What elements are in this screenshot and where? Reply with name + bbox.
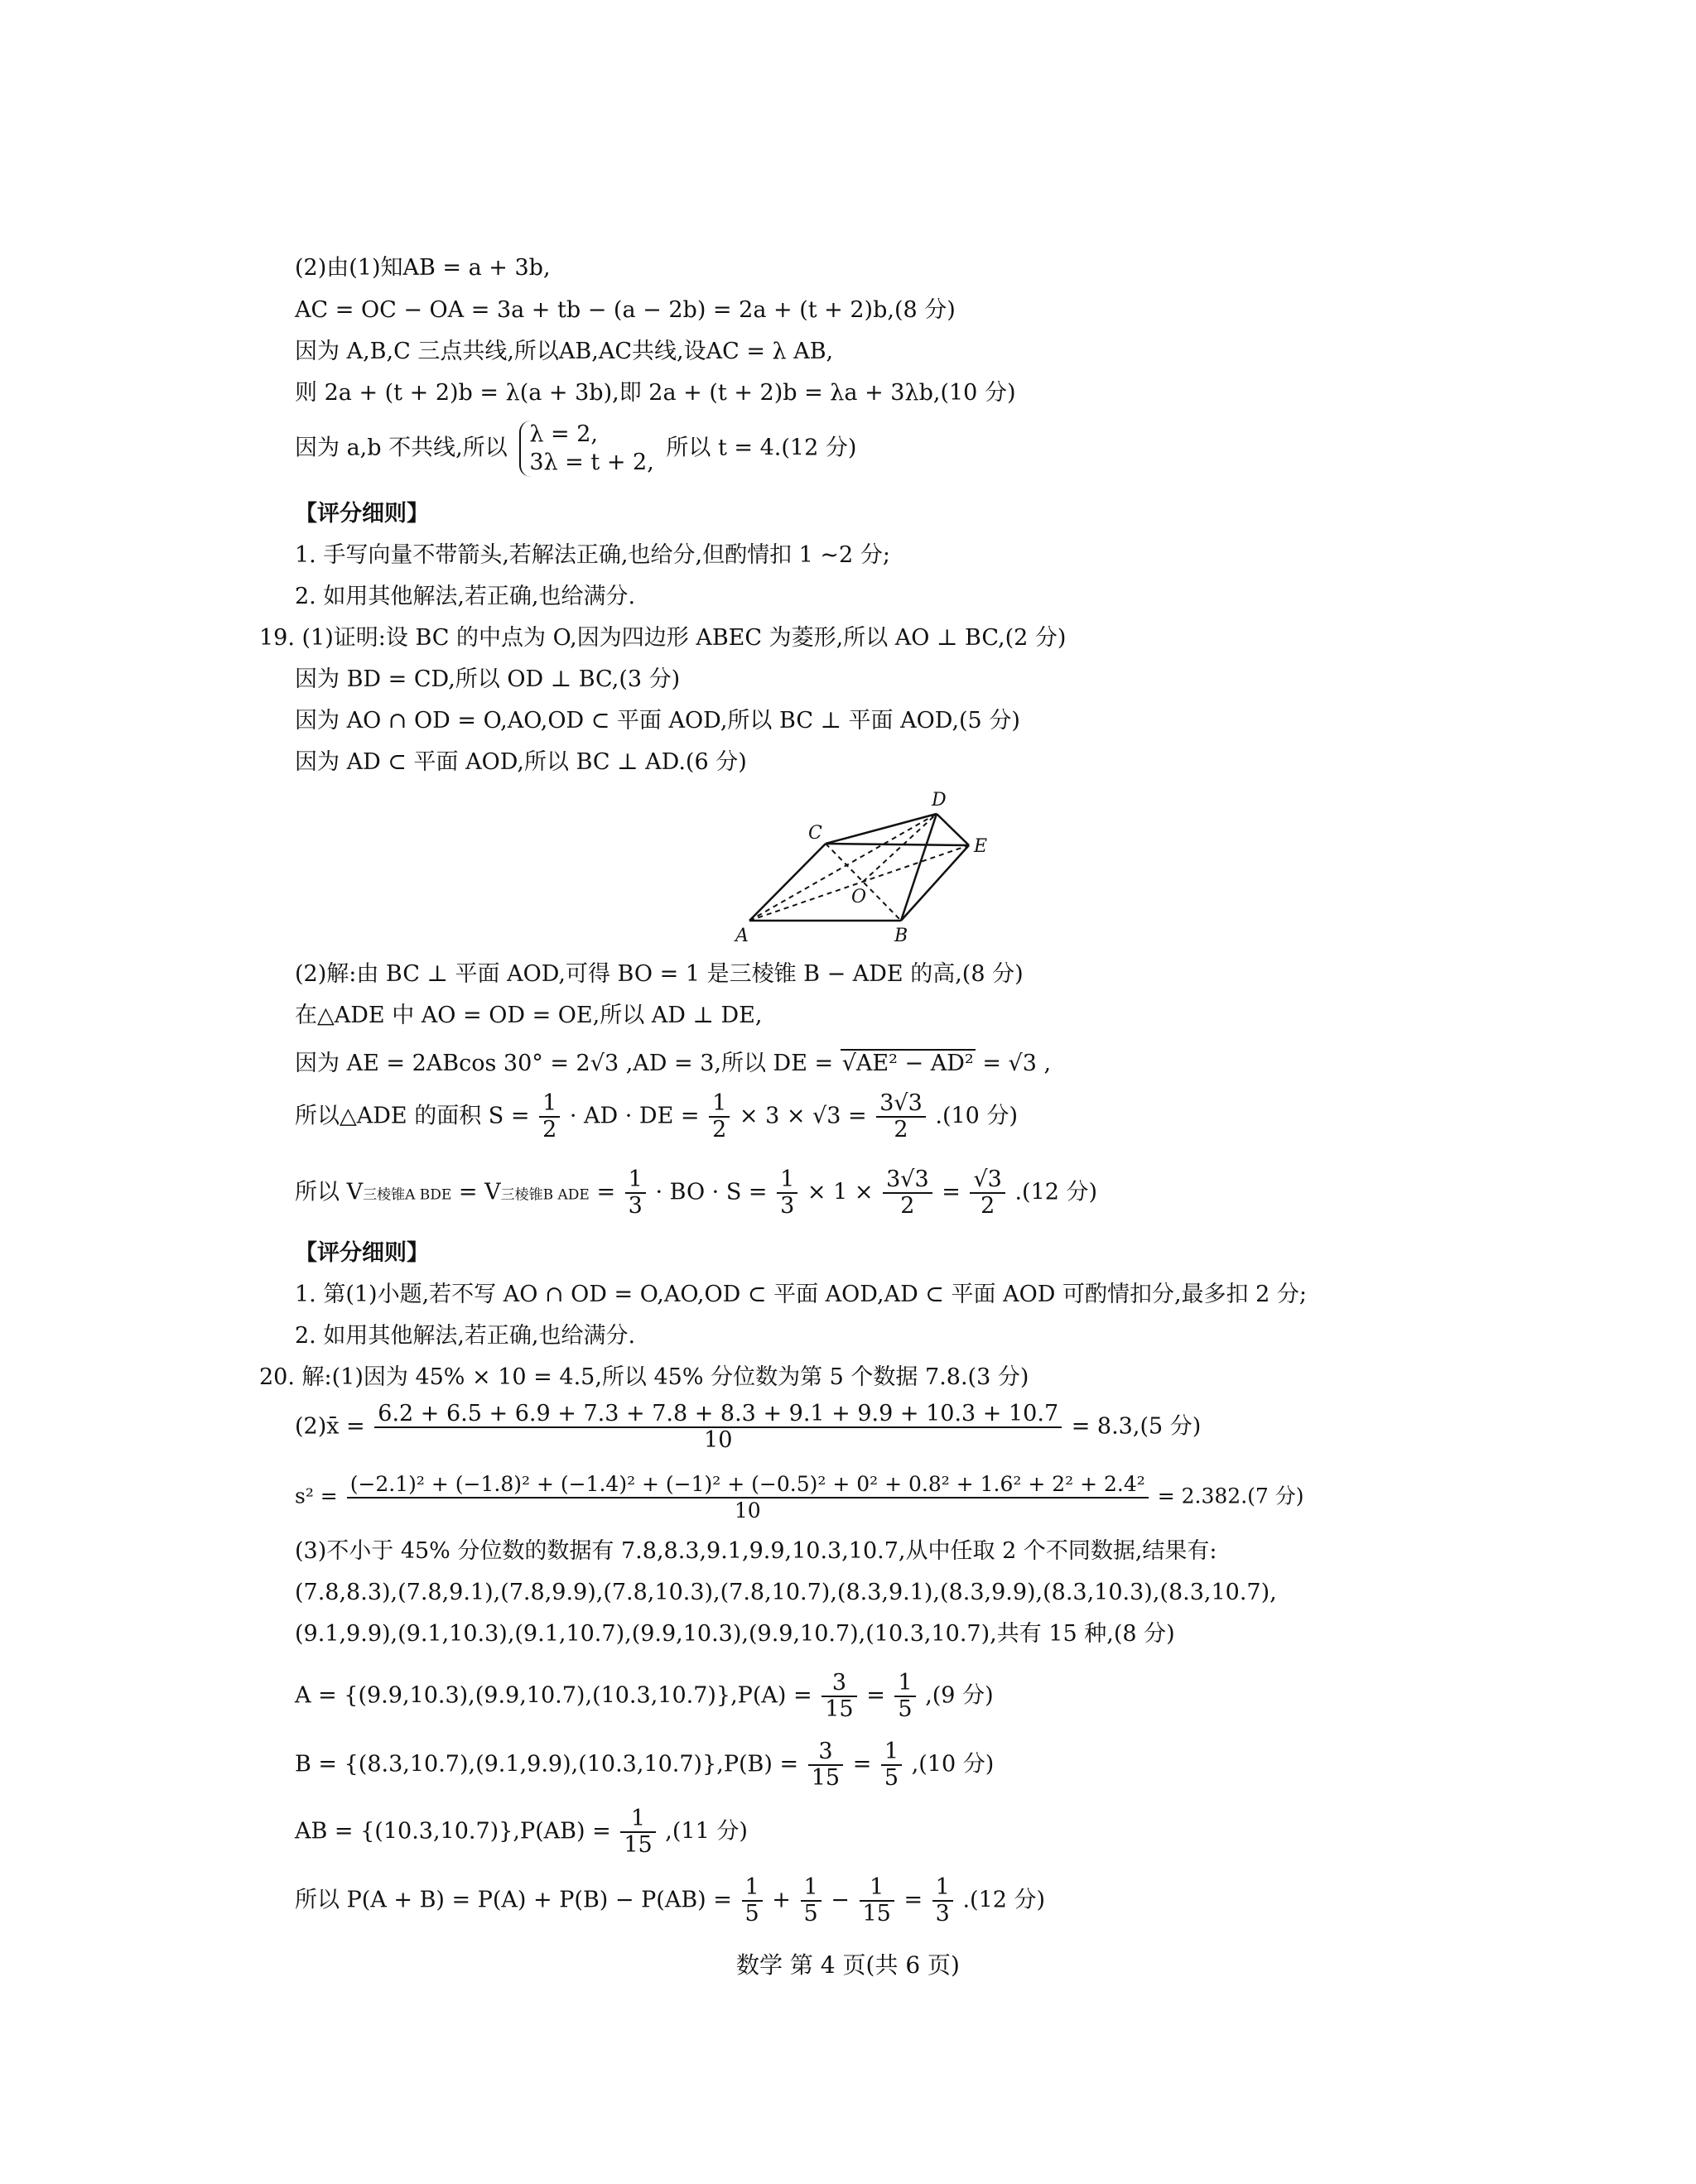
denominator: 2 (894, 1117, 908, 1143)
q19-line9-pre: 所以 V (295, 1179, 364, 1205)
fraction-3root3-2 (876, 1091, 926, 1143)
denominator: 5 (744, 1901, 759, 1927)
denominator: 3 (935, 1901, 950, 1927)
numerator: 1 (539, 1091, 560, 1118)
mean-pre: (2)x̄ = (295, 1413, 365, 1440)
q19-line8 (295, 1091, 1018, 1143)
label-C: C (808, 823, 822, 844)
denominator: 15 (811, 1765, 841, 1791)
fraction-3root3-2b (883, 1167, 932, 1219)
denominator: 15 (825, 1696, 854, 1722)
fraction-third-2 (777, 1167, 797, 1219)
denominator: 2 (712, 1117, 727, 1143)
q18-line5-post: 所以 t = 4.(12 分) (666, 435, 857, 461)
label-A: A (735, 926, 749, 946)
numerator: 6.2 + 6.5 + 6.9 + 7.3 + 7.8 + 8.3 + 9.1 + 9.9 + 10.3 + 10.7 (374, 1402, 1062, 1428)
q19-line9-mid: = V (458, 1179, 501, 1205)
variance-pre: s² = (295, 1484, 338, 1508)
denominator: 5 (884, 1765, 899, 1791)
q18-rubric-2: 2. 如用其他解法,若正确,也给满分. (295, 584, 636, 609)
q19-line8-post: .(10 分) (935, 1103, 1018, 1129)
fraction-half-2 (709, 1091, 730, 1143)
q18-rubric-title: 【评分细则】 (295, 501, 429, 527)
q20-set-A (295, 1671, 994, 1722)
numerator: 3√3 (883, 1167, 932, 1194)
numerator: √3 (970, 1167, 1005, 1194)
fraction-1-5-d (801, 1875, 822, 1927)
denominator: 15 (624, 1832, 653, 1858)
set-AB-post: ,(11 分) (665, 1818, 748, 1845)
numerator: 1 (932, 1875, 953, 1902)
denominator: 3 (780, 1193, 795, 1219)
numerator: 1 (625, 1167, 646, 1194)
numerator: 1 (620, 1806, 655, 1833)
fraction-1-5-b (881, 1739, 902, 1791)
q20-variance (295, 1472, 1304, 1523)
q18-line5-pre: 因为 a,b 不共线,所以 (295, 435, 508, 461)
fraction-1-5 (894, 1671, 915, 1722)
label-O: O (851, 887, 867, 907)
edge-AD (749, 814, 937, 921)
system-eq1: λ = 2, (529, 421, 598, 447)
fraction-third (625, 1167, 646, 1219)
denominator: 2 (542, 1117, 557, 1143)
q19-line7 (295, 1050, 1051, 1078)
numerator: 1 (860, 1875, 894, 1902)
equation-system (519, 421, 653, 477)
q19-line7-pre: 因为 AE = 2ABcos 30° = 2√3 ,AD = 3,所以 DE = (295, 1051, 834, 1076)
numerator: (−2.1)² + (−1.8)² + (−1.4)² + (−1)² + (−0.5)² + 0² + 0.8² + 1.6² + 2² + 2.4² (347, 1472, 1149, 1498)
sum-pre: 所以 P(A + B) = P(A) + P(B) − P(AB) = (295, 1887, 732, 1913)
q19-line1: 19. (1)证明:设 BC 的中点为 O,因为四边形 ABEC 为菱形,所以 AO ⊥ BC,(2 分) (259, 625, 1067, 651)
page-footer: 数学 第 4 页(共 6 页) (736, 1951, 960, 1979)
fraction-root3-2 (970, 1167, 1005, 1219)
set-AB-pre: AB = {(10.3,10.7)},P(AB) = (295, 1818, 611, 1845)
fraction-1-3 (932, 1875, 953, 1927)
q19-line9 (295, 1167, 1097, 1219)
pyramid-figure (729, 782, 1010, 948)
q19-line8-mid1: · AD · DE = (569, 1103, 700, 1129)
set-B-post: ,(10 分) (911, 1751, 995, 1778)
fraction-variance (347, 1472, 1149, 1523)
fraction-3-15-b (808, 1739, 843, 1791)
fraction-1-5-c (742, 1875, 763, 1927)
edge-DE (937, 814, 969, 845)
numerator: 3√3 (876, 1091, 926, 1118)
edge-CD (826, 814, 937, 844)
fraction-1-15-b (860, 1875, 894, 1927)
edge-AC (749, 844, 826, 921)
sum-post: .(12 分) (962, 1887, 1046, 1913)
set-A-post: ,(9 分) (925, 1682, 994, 1709)
denominator: 2 (900, 1193, 915, 1219)
set-A-pre: A = {(9.9,10.3),(9.9,10.7),(10.3,10.7)},P(A) = (295, 1682, 812, 1709)
q18-rubric-1: 1. 手写向量不带箭头,若解法正确,也给分,但酌情扣 1 ~2 分; (295, 542, 890, 568)
denominator: 10 (734, 1498, 761, 1523)
fraction-mean (374, 1402, 1062, 1453)
denominator: 15 (862, 1901, 891, 1927)
fraction-3-15 (822, 1671, 856, 1722)
numerator: 1 (742, 1875, 763, 1902)
edge-CE (826, 844, 969, 845)
q20-line3: (3)不小于 45% 分位数的数据有 7.8,8.3,9.1,9.9,10.3,10.7,从中任取 2 个不同数据,结果有: (295, 1538, 1217, 1564)
equals: = (852, 1751, 872, 1778)
label-B: B (894, 926, 908, 946)
q19-line8-pre: 所以△ADE 的面积 S = (295, 1103, 530, 1129)
system-eq2: 3λ = t + 2, (529, 450, 654, 475)
mean-post: = 8.3,(5 分) (1071, 1413, 1202, 1440)
numerator: 1 (777, 1167, 797, 1194)
q20-line4: (7.8,8.3),(7.8,9.1),(7.8,9.9),(7.8,10.3),(7.8,10.7),(8.3,9.1),(8.3,9.9),(8.3,10.3),(8.3,10.7), (295, 1580, 1277, 1605)
label-E: E (974, 836, 988, 857)
denominator: 5 (803, 1901, 818, 1927)
variance-post: = 2.382.(7 分) (1157, 1484, 1304, 1508)
sqrt-expression: √AE² − AD² (841, 1051, 974, 1076)
q18-line4: 则 2a + (t + 2)b = λ(a + 3b),即 2a + (t + 2)b = λa + 3λb,(10 分) (295, 380, 1016, 406)
numerator: 3 (808, 1739, 843, 1766)
set-B-pre: B = {(8.3,10.7),(9.1,9.9),(10.3,10.7)},P(B) = (295, 1751, 799, 1778)
q18-line5 (295, 421, 856, 477)
q18-line1: (2)由(1)知AB = a + 3b, (295, 255, 551, 281)
q20-sum (295, 1875, 1045, 1927)
q19-line3: 因为 AO ∩ OD = O,AO,OD ⊂ 平面 AOD,所以 BC ⊥ 平面 AOD,(5 分) (295, 708, 1020, 734)
denominator: 2 (980, 1193, 995, 1219)
subscript-2: 三棱锥B ADE (500, 1186, 590, 1204)
q19-line5: (2)解:由 BC ⊥ 平面 AOD,可得 BO = 1 是三棱锥 B − ADE 的高,(8 分) (295, 961, 1024, 987)
equals-2: = (942, 1179, 961, 1205)
numerator: 3 (822, 1671, 856, 1697)
numerator: 1 (894, 1671, 915, 1697)
fraction-half (539, 1091, 560, 1143)
q18-line3: 因为 A,B,C 三点共线,所以AB,AC共线,设AC = λ AB, (295, 339, 834, 364)
q20-set-AB (295, 1806, 748, 1858)
plus: + (772, 1887, 791, 1913)
q20-line1: 20. 解:(1)因为 45% × 10 = 4.5,所以 45% 分位数为第 5 个数据 7.8.(3 分) (259, 1364, 1029, 1390)
q19-rubric-2: 2. 如用其他解法,若正确,也给满分. (295, 1323, 636, 1349)
q20-mean (295, 1402, 1201, 1453)
q19-line4: 因为 AD ⊂ 平面 AOD,所以 BC ⊥ AD.(6 分) (295, 749, 747, 775)
minus: − (831, 1887, 850, 1913)
denominator: 5 (898, 1696, 913, 1722)
q20-set-B (295, 1739, 994, 1791)
equals: = (866, 1682, 885, 1709)
equals: = (596, 1179, 616, 1205)
q19-line6: 在△ADE 中 AO = OD = OE,所以 AD ⊥ DE, (295, 1003, 763, 1028)
q19-line9-post: .(12 分) (1014, 1179, 1098, 1205)
q19-line2: 因为 BD = CD,所以 OD ⊥ BC,(3 分) (295, 666, 681, 692)
numerator: 1 (801, 1875, 822, 1902)
label-D: D (932, 790, 947, 811)
q20-line5: (9.1,9.9),(9.1,10.3),(9.1,10.7),(9.9,10.3),(9.9,10.7),(10.3,10.7),共有 15 种,(8 分) (295, 1621, 1175, 1647)
q19-line7-post: = √3 , (982, 1051, 1052, 1076)
denominator: 3 (628, 1193, 643, 1219)
q19-line9-mid2: · BO · S = (655, 1179, 768, 1205)
q19-rubric-1: 1. 第(1)小题,若不写 AO ∩ OD = O,AO,OD ⊂ 平面 AOD,AD ⊂ 平面 AOD 可酌情扣分,最多扣 2 分; (295, 1282, 1307, 1307)
q19-rubric-title: 【评分细则】 (295, 1240, 429, 1266)
q18-line2: AC = OC − OA = 3a + tb − (a − 2b) = 2a + (t + 2)b,(8 分) (295, 297, 956, 323)
fraction-1-15 (620, 1806, 655, 1858)
numerator: 1 (709, 1091, 730, 1118)
denominator: 10 (704, 1427, 733, 1453)
numerator: 1 (881, 1739, 902, 1766)
q19-line9-mid3: × 1 × (807, 1179, 874, 1205)
q19-line8-mid2: × 3 × √3 = (739, 1103, 867, 1129)
equals: = (903, 1887, 923, 1913)
subscript-1: 三棱锥A BDE (363, 1186, 452, 1204)
